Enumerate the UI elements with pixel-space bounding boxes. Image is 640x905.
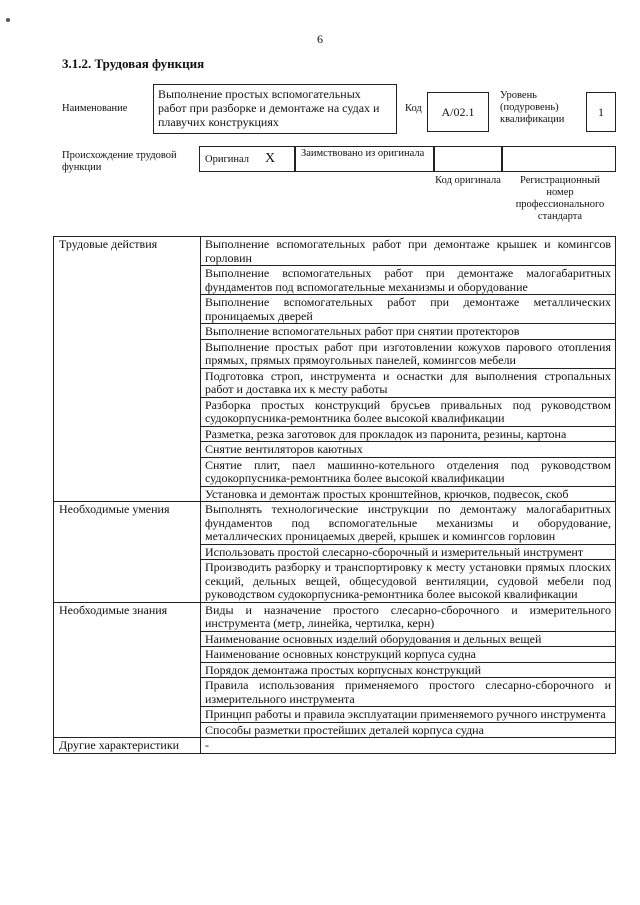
level-label: Уровень (подуровень) квалификации <box>500 90 565 125</box>
section-title: 3.1.2. Трудовая функция <box>62 56 205 71</box>
table-row <box>54 502 616 545</box>
level-value: 1 <box>598 104 604 119</box>
row-text: Выполнение вспомогательных работ при демонтаже малогабаритных фундаментов под вспомогательные механизмы и оборудование <box>201 266 616 295</box>
row-text: Наименование основных изделий оборудования и дельных вещей <box>201 631 616 647</box>
row-group-heading: Трудовые действия <box>54 237 201 502</box>
table-row <box>54 738 616 754</box>
table-row <box>54 602 616 631</box>
row-text: Снятие вентиляторов каютных <box>201 442 616 458</box>
row-text: Выполнение вспомогательных работ при демонтаже крышек и комингсов горловин <box>201 237 616 266</box>
origin-label: Происхождение трудовой функции <box>62 150 177 173</box>
row-text: Выполнение простых работ при изготовлении кожухов парового отопления прямых, прямых прямоугольных панелей, комингсов мебели <box>201 339 616 368</box>
row-text: Принцип работы и правила эксплуатации применяемого ручного инструмента <box>201 707 616 723</box>
row-text: Выполнение вспомогательных работ при демонтаже металлических проницаемых дверей <box>201 295 616 324</box>
row-text: Выполнение вспомогательных работ при снятии протекторов <box>201 324 616 340</box>
row-group-heading: Необходимые умения <box>54 502 201 603</box>
row-text: Порядок демонтажа простых корпусных конструкций <box>201 662 616 678</box>
original-label: Оригинал <box>205 153 249 165</box>
borrowed-box <box>295 146 434 172</box>
reg-caption: Регистрационный номер профессионального стандарта <box>515 175 605 222</box>
row-text: Подготовка строп, инструмента и оснастки для выполнения стропальных работ и доставка их к месту работы <box>201 368 616 397</box>
borrowed-label: Заимствовано из оригинала <box>301 148 425 159</box>
row-text: Производить разборку и транспортировку к месту установки прямых плоских секций, дельных вещей, общесудовой вентиляции, судовой мебели под руководством судокорпусника-ремонтника более высокой квалификации <box>201 560 616 603</box>
row-text: Установка и демонтаж простых кронштейнов, крючков, подвесок, скоб <box>201 486 616 502</box>
row-text: Разборка простых конструкций брусьев привальных под руководством судокорпусника-ремонтника более высокой квалификации <box>201 397 616 426</box>
original-code-cell <box>434 146 502 172</box>
function-name: Выполнение простых вспомогательных работ при разборке и демонтаже на судах и плавучих конструкциях <box>158 87 380 129</box>
original-box <box>199 146 295 172</box>
code-box <box>427 92 489 132</box>
row-group-heading: Другие характеристики <box>54 738 201 754</box>
row-text: - <box>201 738 616 754</box>
row-text: Наименование основных конструкций корпуса судна <box>201 647 616 663</box>
function-name-box <box>153 84 397 134</box>
page-number: 6 <box>317 32 323 46</box>
code-label: Код <box>405 103 422 114</box>
level-box <box>586 92 616 132</box>
scan-speck <box>6 18 10 22</box>
code-caption: Код оригинала <box>435 175 501 186</box>
row-text: Виды и назначение простого слесарно-сборочного и измерительного инструмента (метр, линейка, чертилка, керн) <box>201 602 616 631</box>
row-text: Выполнять технологические инструкции по демонтажу малогабаритных фундаментов под вспомогательные механизмы и оборудование, металлических проницаемых дверей, крышек и комингсов горловин <box>201 502 616 545</box>
name-label: Наименование <box>62 103 128 114</box>
row-group-heading: Необходимые знания <box>54 602 201 738</box>
row-text: Снятие плит, паел машинно-котельного отделения под руководством судокорпусника-ремонтника более высокой квалификации <box>201 457 616 486</box>
row-text: Использовать простой слесарно-сборочный и измерительный инструмент <box>201 544 616 560</box>
row-text: Способы разметки простейших деталей корпуса судна <box>201 722 616 738</box>
row-text: Разметка, резка заготовок для прокладок из паронита, резины, картона <box>201 426 616 442</box>
function-table <box>53 236 616 754</box>
original-mark: X <box>265 151 276 166</box>
table-row <box>54 237 616 266</box>
row-text: Правила использования применяемого простого слесарно-сборочного и измерительного инструмента <box>201 678 616 707</box>
reg-number-cell <box>502 146 616 172</box>
code-value: A/02.1 <box>441 104 475 119</box>
